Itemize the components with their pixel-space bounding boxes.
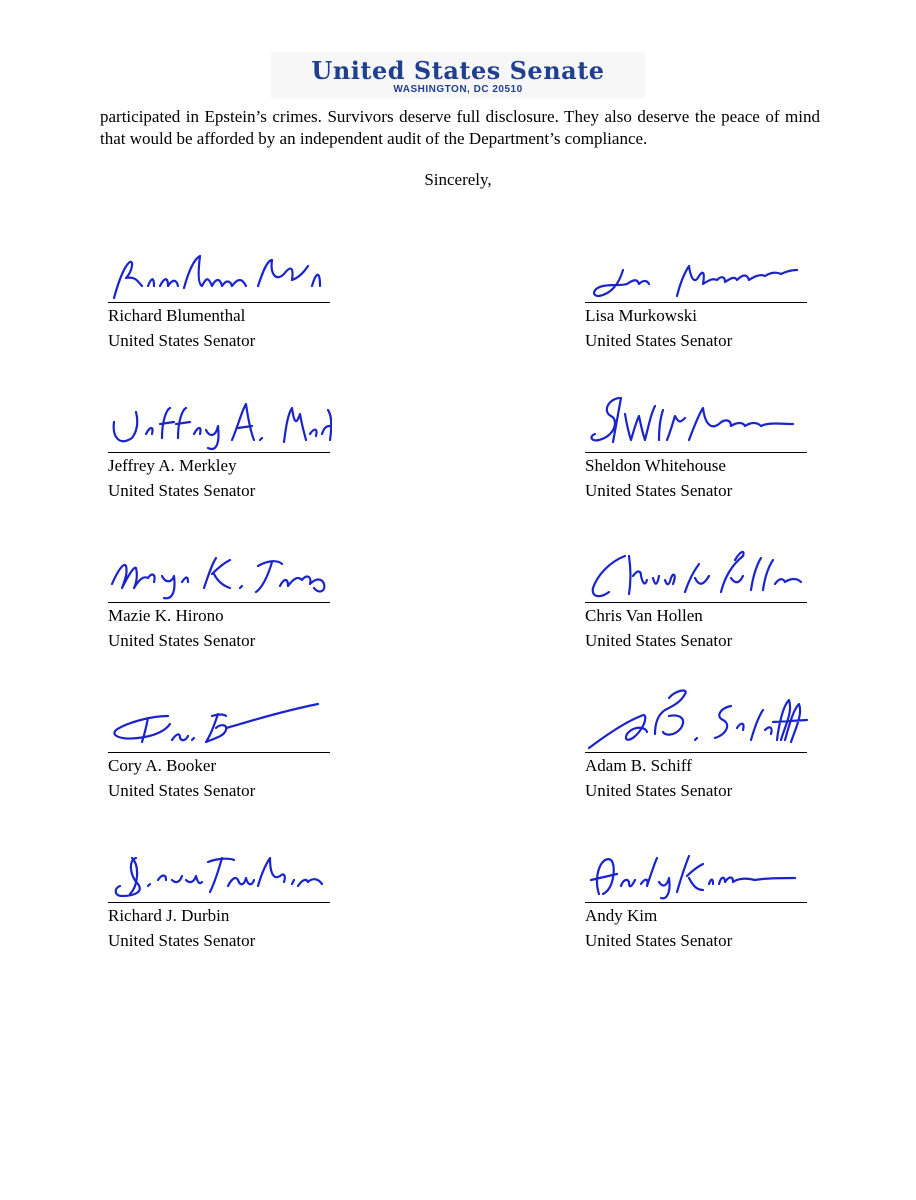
signature-block-booker [108,686,332,803]
handwritten-signature [108,386,332,452]
signatory-title: United States Senator [108,331,256,350]
signatory-title: United States Senator [108,781,256,800]
signatory-name: Chris Van Hollen [585,606,703,625]
handwritten-signature [585,236,809,302]
letter-body: participated in Epstein’s crimes. Survivors deserve full disclosure. They also deserve the peace of mind that would be afforded by an independent audit of the Department’s compliance. [100,107,820,148]
signature-block-durbin [108,836,332,953]
signatory-title: United States Senator [585,781,733,800]
signature-block-whitehouse [585,386,809,503]
signature-block-blumenthal [108,236,332,353]
signatory-name: Lisa Murkowski [585,306,697,325]
letterhead-title: United States Senate [311,56,605,85]
signatory-title: United States Senator [108,631,256,650]
handwritten-signature [585,386,809,452]
handwritten-signature [108,686,332,752]
handwritten-signature [585,686,809,752]
handwritten-signature [585,536,809,602]
senate-letterhead [0,52,916,98]
signatory-title: United States Senator [585,931,733,950]
signature-block-merkley [108,386,332,503]
signatory-name: Cory A. Booker [108,756,217,775]
signatory-name: Adam B. Schiff [585,756,692,775]
signatory-title: United States Senator [108,931,256,950]
signatory-name: Richard J. Durbin [108,906,230,925]
handwritten-signature [585,836,809,902]
signatory-title: United States Senator [585,631,733,650]
signatory-title: United States Senator [108,481,256,500]
signature-block-hirono [108,536,332,653]
signature-block-van-hollen [585,536,809,653]
signature-block-schiff [585,686,809,803]
signatory-name: Jeffrey A. Merkley [108,456,237,475]
handwritten-signature [108,536,332,602]
signatory-name: Mazie K. Hirono [108,606,224,625]
letterhead-subtitle: WASHINGTON, DC 20510 [393,84,523,95]
signature-block-kim [585,836,809,953]
handwritten-signature [108,836,332,902]
handwritten-signature [108,236,332,302]
signatory-name: Richard Blumenthal [108,306,246,325]
letter-closing: Sincerely, [424,170,492,189]
signature-block-murkowski [585,236,809,353]
signatory-name: Sheldon Whitehouse [585,456,726,475]
signatory-title: United States Senator [585,481,733,500]
signatory-title: United States Senator [585,331,733,350]
signatory-name: Andy Kim [585,906,658,925]
